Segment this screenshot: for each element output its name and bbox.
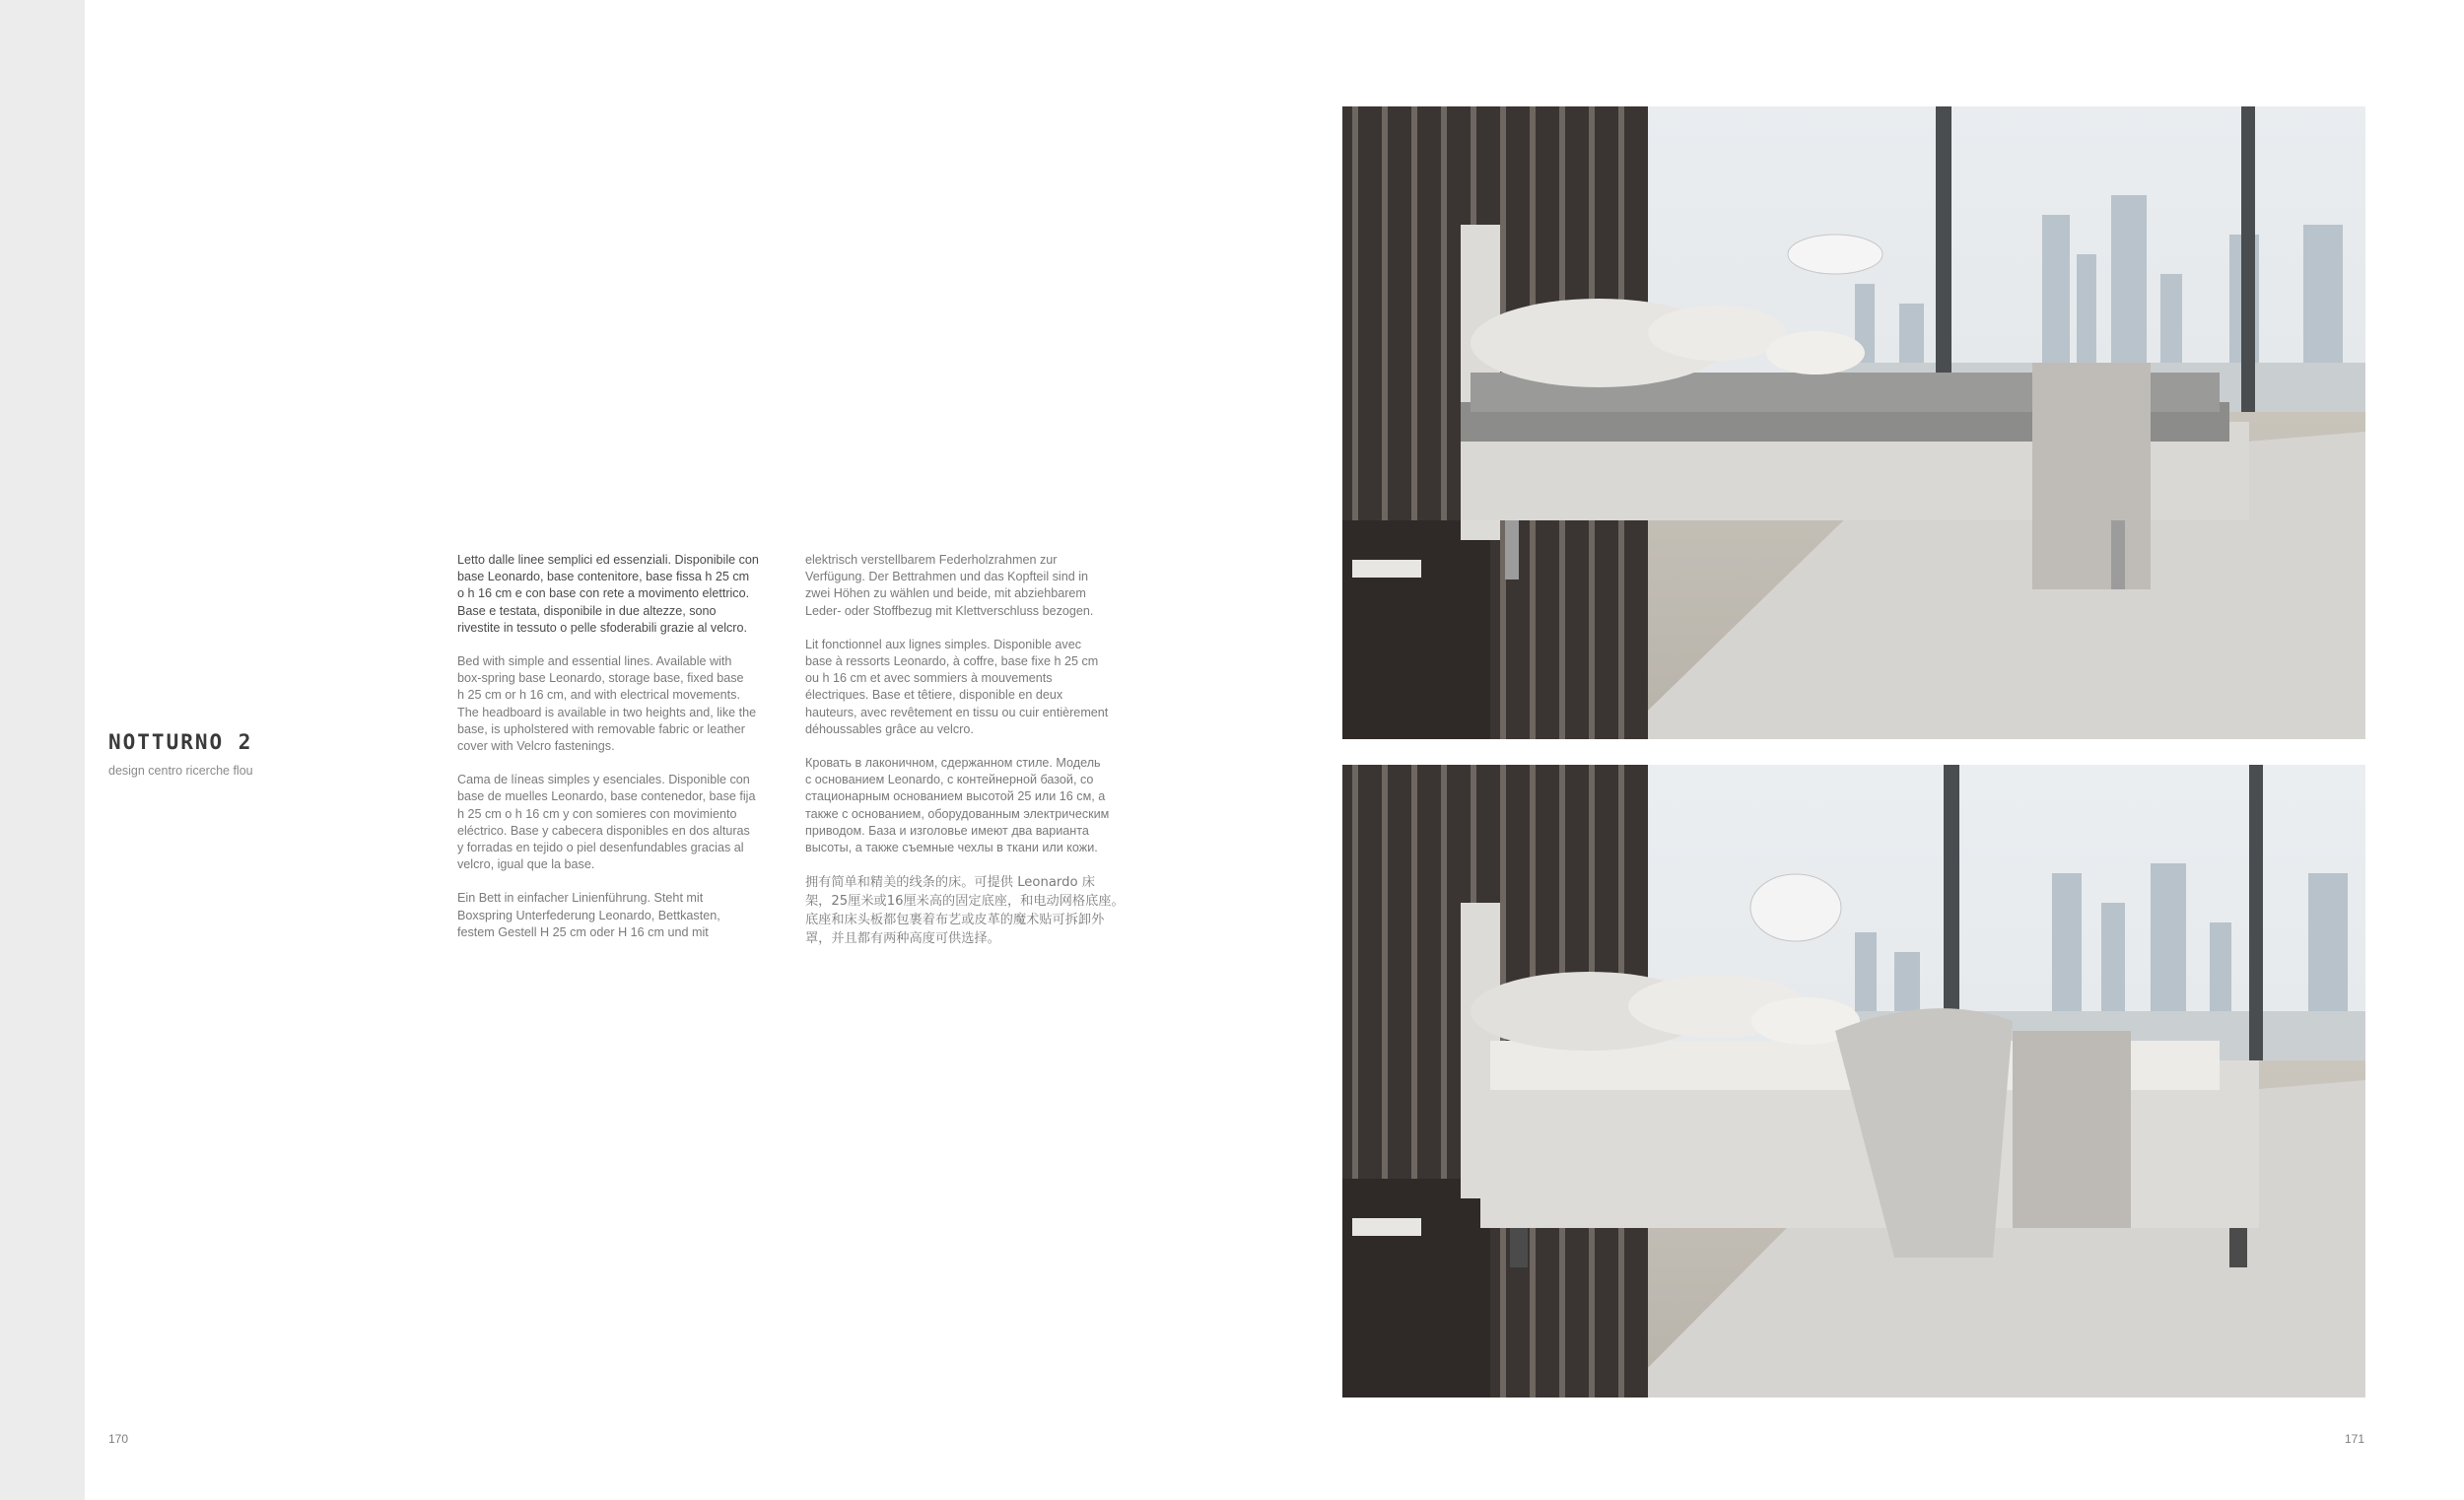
- description-italian: Letto dalle linee semplici ed essenziali. Disponibile con base Leonardo, base contenitore, base fissa h 25 cm o h 16 cm e con base con rete a movimento elettrico. Base e testata, disponibile in due altezze, sono rivestite in tessuto o pelle sfoderabili grazie al velcro.: [457, 553, 759, 635]
- description-german: Ein Bett in einfacher Linienführung. Steht mit Boxspring Unterfederung Leonardo, Bettkasten, festem Gestell H 25 cm oder H 16 cm und mit: [457, 891, 720, 939]
- bed-photo-bottom: [1342, 765, 2365, 1398]
- description-french: Lit fonctionnel aux lignes simples. Disponible avec base à ressorts Leonardo, à coffre, base fixe h 25 cm ou h 16 cm et avec sommiers à mouvements électriques. Base et têtiere, disponible en deux hauteurs, avec revêtement en tissu ou cuir entièrement déhoussables grâce au velcro.: [805, 637, 1109, 736]
- description-english: Bed with simple and essential lines. Available with box-spring base Leonardo, storage base, fixed base h 25 cm or h 16 cm, and with electrical movements. The headboard is available in two heights and, like the base, is upholstered with removable fabric or leather cover with Velcro fastenings.: [457, 654, 757, 754]
- description-spanish: Cama de líneas simples y esenciales. Disponible con base de muelles Leonardo, base contenedor, base fija h 25 cm o h 16 cm y con somieres con movimiento eléctrico. Base y cabecera disponibles en dos alturas y forradas en tejido o piel desenfundables gracias al velcro, igual que la base.: [457, 773, 756, 872]
- description-german-continued: elektrisch verstellbarem Federholzrahmen zur Verfügung. Der Bettrahmen und das Kopfteil sind in zwei Höhen zu wählen und beide, mit abziehbarem Leder- oder Stoffbezug mit Klettverschluss bezogen.: [805, 553, 1094, 618]
- description-column-left: [457, 552, 783, 958]
- bed-photo-top: [1342, 106, 2365, 739]
- page-number-left: 170: [108, 1432, 129, 1446]
- description-russian: Кровать в лаконичном, сдержанном стиле. Модель с основанием Leonardo, с контейнерной базой, со стационарным основанием высотой 25 или 16 см, а также с основанием, оборудованным электрическим приводом. База и изголовье имеют два варианта высоты, а также съемные чехлы в ткани или кожи.: [805, 756, 1110, 855]
- description-column-right: [805, 552, 1130, 965]
- product-heading: [108, 730, 253, 778]
- product-title: NOTTURNO 2: [108, 730, 253, 754]
- product-designer: design centro ricerche flou: [108, 764, 253, 778]
- page-number-right: 171: [2345, 1432, 2365, 1446]
- description-chinese: 拥有简单和精美的线条的床。可提供 Leonardo 床 架，25厘米或16厘米高的固定底座，和电动网格底座。 底座和床头板都包裹着布艺或皮革的魔术贴可拆卸外 罩，并且都有两种高度可供选择。: [805, 875, 1125, 947]
- page-gutter: [0, 0, 85, 1500]
